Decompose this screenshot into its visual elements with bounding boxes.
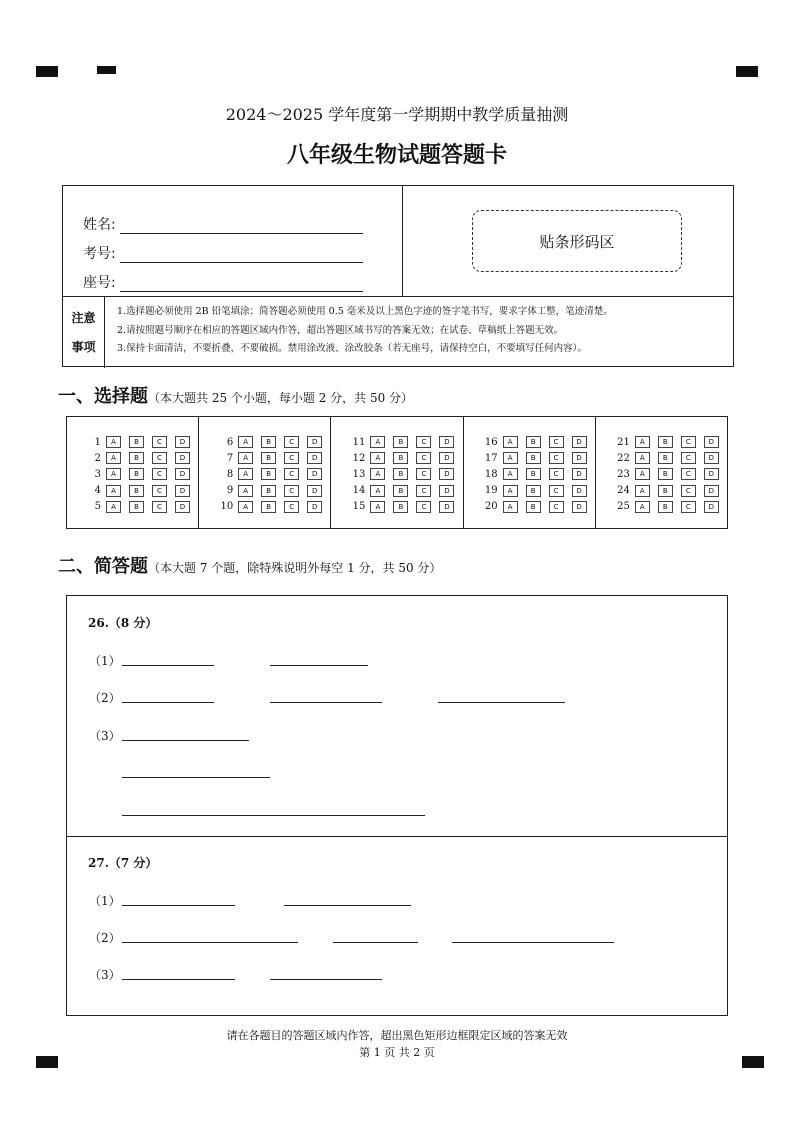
- question-number: 7: [226, 452, 234, 464]
- name-label: 姓名:: [83, 217, 116, 233]
- mcq-question-row: [81, 450, 198, 466]
- answer-bubble-a[interactable]: A: [635, 485, 650, 497]
- question-27-title: 27.（7 分）: [88, 856, 158, 870]
- answer-card-title: 八年级生物试题答题卡: [286, 143, 507, 168]
- question-number: 18: [484, 468, 498, 480]
- answer-blank[interactable]: [452, 942, 614, 943]
- answer-bubble-d[interactable]: D: [704, 485, 719, 497]
- answer-bubble-c[interactable]: C: [549, 501, 564, 513]
- seat-number-label: 座号:: [83, 275, 116, 291]
- answer-bubble-a[interactable]: A: [106, 501, 121, 513]
- answer-bubble-d[interactable]: D: [307, 485, 322, 497]
- section-1-heading: 一、选择题（本大题共 25 个小题，每小题 2 分，共 50 分）: [58, 386, 414, 407]
- answer-blank[interactable]: [122, 905, 235, 906]
- mcq-question-row: [478, 434, 595, 450]
- answer-bubble-b[interactable]: B: [129, 452, 144, 464]
- answer-bubble-d[interactable]: D: [307, 436, 322, 448]
- answer-bubble-c[interactable]: C: [416, 485, 431, 497]
- answer-bubble-c[interactable]: C: [681, 485, 696, 497]
- answer-bubble-c[interactable]: C: [152, 436, 167, 448]
- answer-bubble-c[interactable]: C: [549, 452, 564, 464]
- question-number: 9: [226, 485, 234, 497]
- answer-bubble-c[interactable]: C: [152, 485, 167, 497]
- answer-bubble-d[interactable]: D: [439, 485, 454, 497]
- answer-bubble-a[interactable]: A: [503, 452, 518, 464]
- mcq-question-row: [610, 434, 727, 450]
- answer-blank[interactable]: [122, 665, 214, 666]
- question-number: 5: [94, 501, 101, 513]
- answer-blank[interactable]: [270, 702, 382, 703]
- answer-bubble-a[interactable]: A: [106, 485, 121, 497]
- answer-bubble-d[interactable]: D: [704, 452, 719, 464]
- barcode-area: [472, 210, 682, 272]
- answer-bubble-a[interactable]: A: [503, 436, 518, 448]
- question-number: 21: [617, 436, 630, 448]
- answer-bubble-b[interactable]: B: [526, 485, 541, 497]
- answer-bubble-a[interactable]: A: [238, 485, 253, 497]
- answer-bubble-c[interactable]: C: [549, 468, 564, 480]
- answer-bubble-d[interactable]: D: [175, 436, 190, 448]
- question-number: 10: [220, 501, 234, 513]
- answer-bubble-d[interactable]: D: [572, 501, 587, 513]
- multiple-choice-grid: [66, 416, 728, 529]
- answer-bubble-b[interactable]: B: [261, 468, 276, 480]
- notice-label: 注意 事项: [63, 296, 105, 368]
- answer-bubble-b[interactable]: B: [658, 452, 673, 464]
- notice-item: 1.选择题必须使用 2B 铅笔填涂；简答题必须使用 0.5 毫米及以上黑色字迹的签字笔书写，要求字体工整，笔迹清楚。: [117, 306, 613, 317]
- answer-bubble-b[interactable]: B: [526, 452, 541, 464]
- answer-bubble-c[interactable]: C: [284, 436, 299, 448]
- alignment-mark-top-left-small: [97, 66, 116, 74]
- answer-bubble-b[interactable]: B: [393, 468, 408, 480]
- answer-bubble-d[interactable]: D: [307, 468, 322, 480]
- answer-bubble-a[interactable]: A: [106, 452, 121, 464]
- question-number: 23: [617, 468, 630, 480]
- q27-part-1-label: （1）: [89, 894, 121, 908]
- mcq-question-row: [213, 466, 330, 482]
- answer-bubble-a[interactable]: A: [238, 468, 253, 480]
- mcq-question-row: [610, 499, 727, 515]
- answer-bubble-c[interactable]: C: [284, 485, 299, 497]
- answer-bubble-a[interactable]: A: [238, 452, 253, 464]
- short-answer-area: [66, 595, 728, 1016]
- mcq-question-row: [345, 499, 462, 515]
- answer-blank[interactable]: [284, 905, 411, 906]
- answer-bubble-c[interactable]: C: [681, 436, 696, 448]
- question-number: 2: [94, 452, 101, 464]
- question-number: 3: [94, 468, 101, 480]
- question-number: 16: [484, 436, 498, 448]
- answer-bubble-c[interactable]: C: [152, 452, 167, 464]
- answer-blank[interactable]: [122, 740, 249, 741]
- mcq-question-row: [213, 499, 330, 515]
- answer-bubble-b[interactable]: B: [393, 452, 408, 464]
- answer-bubble-a[interactable]: A: [370, 452, 385, 464]
- answer-blank[interactable]: [122, 777, 270, 778]
- answer-bubble-c[interactable]: C: [681, 452, 696, 464]
- answer-bubble-d[interactable]: D: [175, 468, 190, 480]
- q27-part-3-label: （3）: [89, 968, 121, 982]
- answer-bubble-b[interactable]: B: [261, 485, 276, 497]
- answer-bubble-c[interactable]: C: [416, 501, 431, 513]
- answer-blank[interactable]: [122, 702, 214, 703]
- answer-bubble-b[interactable]: B: [393, 436, 408, 448]
- exam-number-label: 考号:: [83, 246, 116, 262]
- mcq-question-row: [478, 483, 595, 499]
- alignment-mark-top-right: [736, 66, 758, 77]
- notice-text: [117, 303, 732, 359]
- question-number: 15: [352, 501, 366, 513]
- mcq-question-row: [478, 499, 595, 515]
- mcq-question-row: [81, 499, 198, 515]
- barcode-label: 贴条形码区: [539, 232, 615, 251]
- answer-bubble-c[interactable]: C: [416, 452, 431, 464]
- answer-blank[interactable]: [438, 702, 565, 703]
- mcq-question-row: [345, 434, 462, 450]
- footer-warning: 请在各题目的答题区域内作答，超出黑色矩形边框限定区域的答案无效: [226, 1029, 568, 1042]
- question-number: 13: [352, 468, 366, 480]
- answer-bubble-a[interactable]: A: [370, 468, 385, 480]
- seat-number-field[interactable]: [83, 272, 363, 292]
- answer-bubble-c[interactable]: C: [549, 436, 564, 448]
- answer-bubble-c[interactable]: C: [284, 501, 299, 513]
- mcq-column: [331, 417, 463, 528]
- q26-part-1-label: （1）: [89, 654, 121, 668]
- notice-item: 3.保持卡面清洁，不要折叠，不要破损。禁用涂改液、涂改胶条（若无座号，请保持空白，不要填写任何内容）。: [117, 343, 587, 354]
- answer-bubble-a[interactable]: A: [238, 501, 253, 513]
- answer-bubble-c[interactable]: C: [549, 485, 564, 497]
- answer-bubble-a[interactable]: A: [106, 436, 121, 448]
- answer-blank[interactable]: [122, 979, 235, 980]
- mcq-question-row: [345, 483, 462, 499]
- answer-bubble-b[interactable]: B: [658, 501, 673, 513]
- mcq-column: [199, 417, 331, 528]
- answer-bubble-a[interactable]: A: [106, 468, 121, 480]
- q26-part-2-label: （2）: [89, 691, 121, 705]
- answer-bubble-b[interactable]: B: [393, 485, 408, 497]
- answer-bubble-b[interactable]: B: [129, 436, 144, 448]
- question-number: 1: [94, 436, 101, 448]
- answer-bubble-b[interactable]: B: [261, 452, 276, 464]
- exam-number-field[interactable]: [83, 243, 363, 263]
- answer-bubble-c[interactable]: C: [416, 468, 431, 480]
- mcq-question-row: [345, 466, 462, 482]
- answer-bubble-d[interactable]: D: [439, 501, 454, 513]
- mcq-question-row: [345, 450, 462, 466]
- question-number: 17: [484, 452, 498, 464]
- mcq-column: [596, 417, 727, 528]
- mcq-question-row: [213, 450, 330, 466]
- answer-bubble-d[interactable]: D: [704, 436, 719, 448]
- answer-bubble-b[interactable]: B: [526, 436, 541, 448]
- answer-bubble-d[interactable]: D: [307, 501, 322, 513]
- question-number: 12: [352, 452, 366, 464]
- question-number: 4: [94, 485, 101, 497]
- question-number: 8: [226, 468, 234, 480]
- mcq-question-row: [610, 450, 727, 466]
- mcq-question-row: [213, 483, 330, 499]
- answer-bubble-a[interactable]: A: [635, 436, 650, 448]
- answer-bubble-a[interactable]: A: [503, 485, 518, 497]
- answer-bubble-a[interactable]: A: [635, 501, 650, 513]
- section-2-heading: 二、简答题（本大题 7 个题，除特殊说明外每空 1 分，共 50 分）: [58, 556, 442, 577]
- answer-bubble-c[interactable]: C: [681, 501, 696, 513]
- mcq-question-row: [610, 466, 727, 482]
- answer-bubble-b[interactable]: B: [129, 501, 144, 513]
- answer-bubble-c[interactable]: C: [284, 452, 299, 464]
- answer-bubble-a[interactable]: A: [370, 501, 385, 513]
- alignment-mark-top-left: [36, 66, 58, 77]
- answer-bubble-a[interactable]: A: [503, 468, 518, 480]
- answer-bubble-d[interactable]: D: [439, 452, 454, 464]
- question-number: 25: [617, 501, 630, 513]
- answer-bubble-d[interactable]: D: [572, 485, 587, 497]
- mcq-question-row: [478, 450, 595, 466]
- answer-blank[interactable]: [122, 815, 425, 816]
- answer-bubble-a[interactable]: A: [503, 501, 518, 513]
- answer-bubble-d[interactable]: D: [175, 485, 190, 497]
- question-number: 19: [484, 485, 498, 497]
- q27-part-2-label: （2）: [89, 931, 121, 945]
- name-field[interactable]: [83, 214, 363, 234]
- question-number: 20: [484, 501, 498, 513]
- answer-bubble-d[interactable]: D: [572, 468, 587, 480]
- answer-bubble-c[interactable]: C: [284, 468, 299, 480]
- page-number: 第 1 页 共 2 页: [359, 1046, 435, 1059]
- q26-part-3-label: （3）: [89, 729, 121, 743]
- answer-bubble-d[interactable]: D: [439, 436, 454, 448]
- answer-blank[interactable]: [122, 942, 298, 943]
- answer-bubble-b[interactable]: B: [261, 501, 276, 513]
- question-number: 11: [352, 436, 366, 448]
- answer-bubble-b[interactable]: B: [129, 468, 144, 480]
- mcq-question-row: [81, 434, 198, 450]
- answer-bubble-c[interactable]: C: [152, 501, 167, 513]
- answer-bubble-a[interactable]: A: [238, 436, 253, 448]
- answer-bubble-b[interactable]: B: [658, 485, 673, 497]
- candidate-info-box: [62, 185, 734, 367]
- answer-bubble-b[interactable]: B: [658, 468, 673, 480]
- mcq-question-row: [81, 483, 198, 499]
- answer-blank[interactable]: [270, 665, 368, 666]
- question-number: 22: [617, 452, 630, 464]
- mcq-column: [464, 417, 596, 528]
- mcq-column: [67, 417, 199, 528]
- answer-bubble-d[interactable]: D: [572, 452, 587, 464]
- answer-bubble-b[interactable]: B: [129, 485, 144, 497]
- answer-bubble-d[interactable]: D: [572, 436, 587, 448]
- answer-bubble-b[interactable]: B: [658, 436, 673, 448]
- answer-bubble-d[interactable]: D: [704, 468, 719, 480]
- answer-bubble-d[interactable]: D: [307, 452, 322, 464]
- mcq-question-row: [213, 434, 330, 450]
- answer-bubble-a[interactable]: A: [635, 452, 650, 464]
- answer-bubble-d[interactable]: D: [704, 501, 719, 513]
- mcq-question-row: [81, 466, 198, 482]
- exam-title: 2024～2025 学年度第一学期期中教学质量抽测: [225, 105, 569, 124]
- answer-bubble-a[interactable]: A: [370, 485, 385, 497]
- answer-bubble-c[interactable]: C: [152, 468, 167, 480]
- answer-bubble-d[interactable]: D: [439, 468, 454, 480]
- question-number: 6: [226, 436, 234, 448]
- answer-bubble-a[interactable]: A: [635, 468, 650, 480]
- answer-blank[interactable]: [333, 942, 418, 943]
- mcq-question-row: [610, 483, 727, 499]
- answer-blank[interactable]: [270, 979, 382, 980]
- question-number: 24: [617, 485, 630, 497]
- answer-bubble-c[interactable]: C: [416, 436, 431, 448]
- answer-bubble-d[interactable]: D: [175, 452, 190, 464]
- notice-item: 2.请按照题号顺序在相应的答题区域内作答，超出答题区域书写的答案无效；在试卷、草稿纸上答题无效。: [117, 324, 564, 336]
- answer-bubble-b[interactable]: B: [526, 468, 541, 480]
- question-number: 14: [352, 485, 366, 497]
- question-26-title: 26.（8 分）: [88, 616, 158, 630]
- answer-bubble-b[interactable]: B: [393, 501, 408, 513]
- answer-bubble-b[interactable]: B: [261, 436, 276, 448]
- answer-bubble-d[interactable]: D: [175, 501, 190, 513]
- answer-bubble-c[interactable]: C: [681, 468, 696, 480]
- mcq-question-row: [478, 466, 595, 482]
- answer-bubble-b[interactable]: B: [526, 501, 541, 513]
- answer-bubble-a[interactable]: A: [370, 436, 385, 448]
